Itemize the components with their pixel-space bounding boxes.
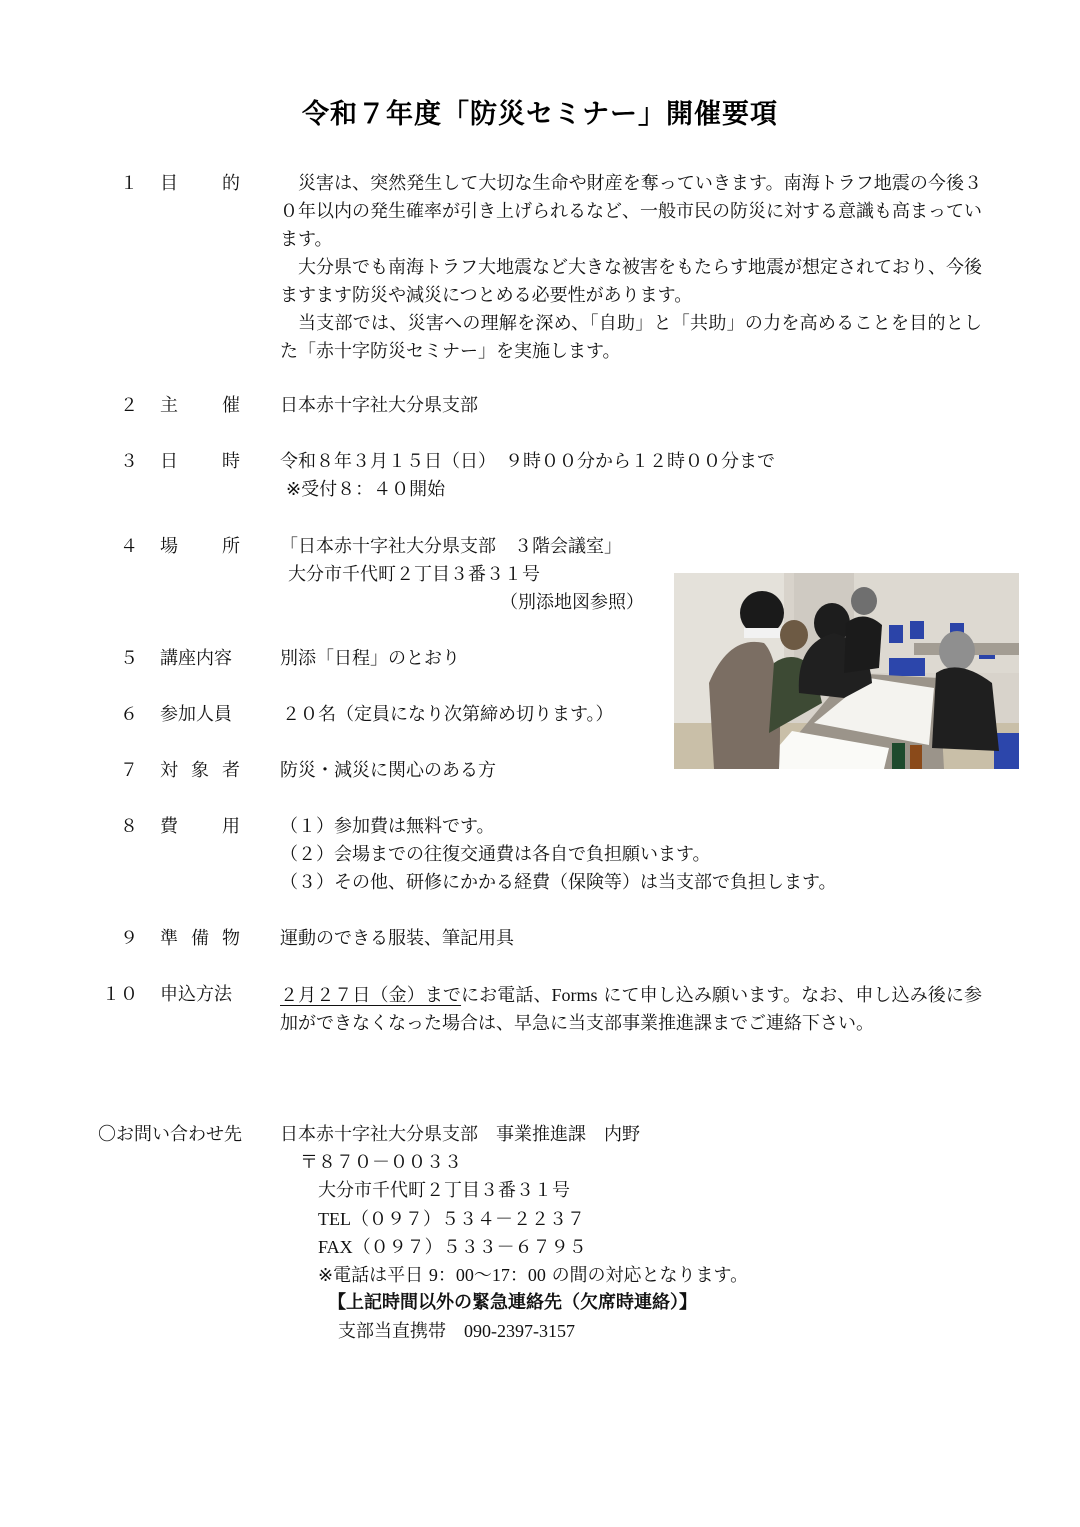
section-10-label: 申込方法 [160,984,232,1005]
forms-text: Forms [551,985,598,1005]
fee-item-2: （２）会場までの往復交通費は各自で負担願います。 [280,844,711,865]
section-7-label: 対 象 者 [160,760,240,781]
emergency-contact: 支部当直携帯 090-2397-3157 [338,1321,575,1342]
seminar-photo-image [674,573,1019,769]
section-3-label: 日 時 [160,451,240,472]
contact-label: 〇お問い合わせ先 [98,1124,242,1145]
application-deadline: ２月２７日（金）まで [280,985,462,1006]
section-1-label: 目 的 [160,173,240,194]
purpose-paragraph-3: 当支部では、災害への理解を深め、「自助」と「共助」の力を高めることを目的とした「赤十字防災セミナー」を実施します。 [280,313,982,362]
organizer-text: 日本赤十字社大分県支部 [280,395,478,416]
section-9-number: ９ [120,928,138,949]
section-2-number: ２ [120,395,138,416]
section-1-number: １ [120,173,138,194]
section-4-number: ４ [120,536,138,557]
section-6-label: 参加人員 [160,704,232,725]
seminar-photo [674,573,1019,769]
emergency-phone-number: 090-2397-3157 [464,1321,575,1341]
section-9-label: 準 備 物 [160,928,240,949]
venue-name: 「日本赤十字社大分県支部 ３階会議室」 [280,536,622,557]
contact-fax: FAX（０９７）５３３－６７９５ [318,1237,587,1258]
section-10-number: １０ [102,984,138,1005]
contact-tel: TEL（０９７）５３４－２２３７ [318,1209,585,1230]
section-5-label: 講座内容 [160,648,232,669]
section-2-label: 主 催 [160,395,240,416]
section-5-number: ５ [120,648,138,669]
section-4-label: 場 所 [160,536,240,557]
fee-item-3: （３）その他、研修にかかる経費（保険等）は当支部で負担します。 [280,872,837,893]
document-title: 令和７年度「防災セミナー」開催要項 [302,99,778,130]
contact-org: 日本赤十字社大分県支部 事業推進課 内野 [280,1124,640,1145]
contact-address: 大分市千代町２丁目３番３１号 [318,1180,570,1201]
venue-map-note: （別添地図参照） [500,592,644,613]
fee-item-1: （１）参加費は無料です。 [280,816,495,837]
section-8-number: ８ [120,816,138,837]
items-to-bring: 運動のできる服装、筆記用具 [280,928,514,949]
section-7-number: ７ [120,760,138,781]
event-datetime: 令和８年３月１５日（日） ９時００分から１２時００分まで [280,451,775,472]
contact-hours: ※電話は平日 9：00〜17：00 の間の対応となります。 [318,1265,749,1286]
target-audience: 防災・減災に関心のある方 [280,760,496,781]
section-6-number: ６ [120,704,138,725]
section-8-label: 費 用 [160,816,240,837]
section-3-number: ３ [120,451,138,472]
contact-postal: 〒８７０－００３３ [300,1152,462,1173]
purpose-paragraph-1: 災害は、突然発生して大切な生命や財産を奪っていきます。南海トラフ地震の今後３０年以内の発生確率が引き上げられるなど、一般市民の防災に対する意識も高まっています。 [280,173,982,250]
reception-time: ※受付８：４０開始 [286,479,446,500]
application-method: ２月２７日（金）までにお電話、Forms にて申し込み願います。なお、申し込み後に参加ができなくなった場合は、早急に当支部事業推進課までご連絡下さい。 [280,985,982,1034]
section-1-body [280,170,982,366]
emergency-heading: 【上記時間以外の緊急連絡先（欠席時連絡）】 [328,1292,697,1313]
course-content: 別添「日程」のとおり [280,648,460,669]
capacity-text: ２０名（定員になり次第締め切ります。） [282,704,614,725]
purpose-paragraph-2: 大分県でも南海トラフ大地震など大きな被害をもたらす地震が想定されており、今後ますます防災や減災につとめる必要性があります。 [280,257,982,306]
venue-address: 大分市千代町２丁目３番３１号 [288,564,540,585]
